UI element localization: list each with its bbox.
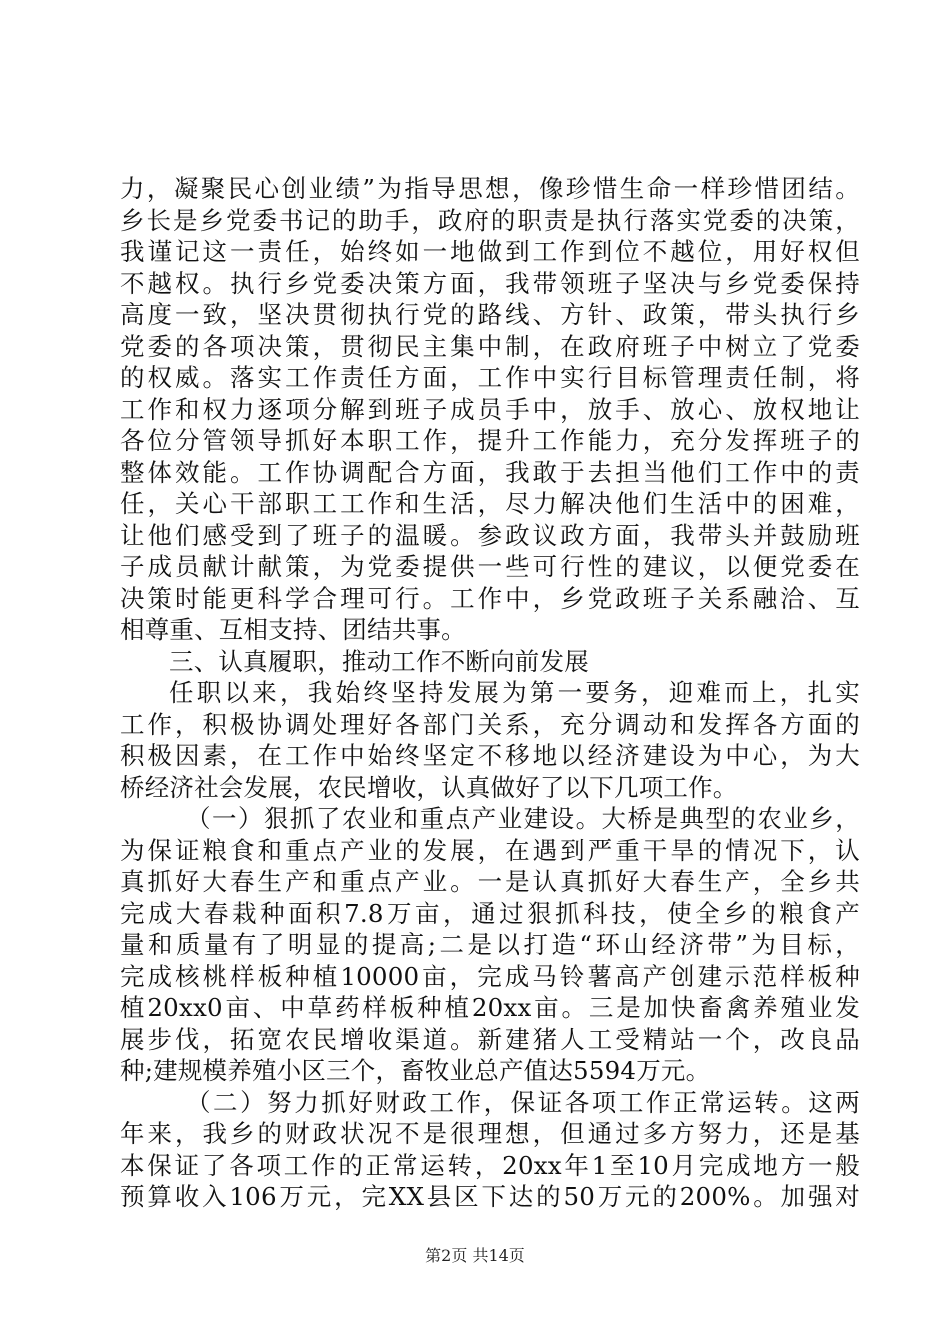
subsection-line: （一）狠抓了农业和重点产业建设。大桥是典型的农业乡， xyxy=(186,804,860,833)
text-line: 我谨记这一责任，始终如一地做到工作到位不越位，用好权但 xyxy=(120,237,860,266)
text-line: 相尊重、互相支持、团结共事。 xyxy=(120,615,466,644)
text-line: 的权威。落实工作责任方面，工作中实行目标管理责任制，将 xyxy=(120,363,860,392)
text-line: 不越权。执行乡党委决策方面，我带领班子坚决与乡党委保持 xyxy=(120,268,860,298)
text-line: 展步伐，拓宽农民增收渠道。新建猪人工受精站一个，改良品 xyxy=(120,1024,860,1054)
text-line: 子成员献计献策，为党委提供一些可行性的建议，以便党委在 xyxy=(120,552,860,581)
text-line: 量和质量有了明显的提高;二是以打造“环山经济带”为目标， xyxy=(120,930,860,959)
text-line: 各位分管领导抓好本职工作，提升工作能力，充分发挥班子的 xyxy=(120,426,860,455)
text-line: 种;建规模养殖小区三个，畜牧业总产值达5594万元。 xyxy=(120,1056,711,1085)
section-heading: 三、认真履职，推动工作不断向前发展 xyxy=(169,646,589,676)
text-line: 真抓好大春生产和重点产业。一是认真抓好大春生产，全乡共 xyxy=(120,867,860,896)
text-line: 任职以来，我始终坚持发展为第一要务，迎难而上，扎实 xyxy=(169,678,860,707)
text-line: 为保证粮食和重点产业的发展，在遇到严重干旱的情况下，认 xyxy=(120,835,860,865)
page-number-footer: 第2页 共14页 xyxy=(425,1246,525,1265)
subsection-line: （二）努力抓好财政工作，保证各项工作正常运转。这两 xyxy=(186,1087,860,1117)
text-line: 完成核桃样板种植10000亩，完成马铃薯高产创建示范样板种 xyxy=(120,961,860,991)
text-line: 党委的各项决策，贯彻民主集中制，在政府班子中树立了党委 xyxy=(120,331,860,361)
text-line: 决策时能更科学合理可行。工作中，乡党政班子关系融洽、互 xyxy=(120,583,860,613)
text-line: 本保证了各项工作的正常运转，20xx年1至10月完成地方一般 xyxy=(120,1150,860,1180)
text-line: 任，关心干部职工工作和生活，尽力解决他们生活中的困难， xyxy=(120,489,860,518)
text-line: 整体效能。工作协调配合方面，我敢于去担当他们工作中的责 xyxy=(120,457,860,487)
text-line: 工作和权力逐项分解到班子成员手中，放手、放心、放权地让 xyxy=(120,394,860,424)
text-line: 年来，我乡的财政状况不是很理想，但通过多方努力，还是基 xyxy=(120,1119,860,1148)
text-line: 高度一致，坚决贯彻执行党的路线、方针、政策，带头执行乡 xyxy=(120,300,860,329)
text-line: 预算收入106万元，完XX县区下达的50万元的200%。加强对 xyxy=(120,1182,860,1211)
text-line: 积极因素，在工作中始终坚定不移地以经济建设为中心，为大 xyxy=(120,741,860,770)
text-line: 让他们感受到了班子的温暖。参政议政方面，我带头并鼓励班 xyxy=(120,520,860,550)
text-line: 工作，积极协调处理好各部门关系，充分调动和发挥各方面的 xyxy=(120,709,860,739)
text-line: 植20xx0亩、中草药样板种植20xx亩。三是加快畜禽养殖业发 xyxy=(120,993,860,1022)
text-line: 力，凝聚民心创业绩”为指导思想，像珍惜生命一样珍惜团结。 xyxy=(120,174,860,203)
text-line: 乡长是乡党委书记的助手，政府的职责是执行落实党委的决策， xyxy=(120,205,860,235)
text-line: 完成大春栽种面积7.8万亩，通过狠抓科技，使全乡的粮食产 xyxy=(120,898,860,928)
text-line: 桥经济社会发展，农民增收，认真做好了以下几项工作。 xyxy=(120,772,738,802)
document-body xyxy=(120,173,860,1213)
